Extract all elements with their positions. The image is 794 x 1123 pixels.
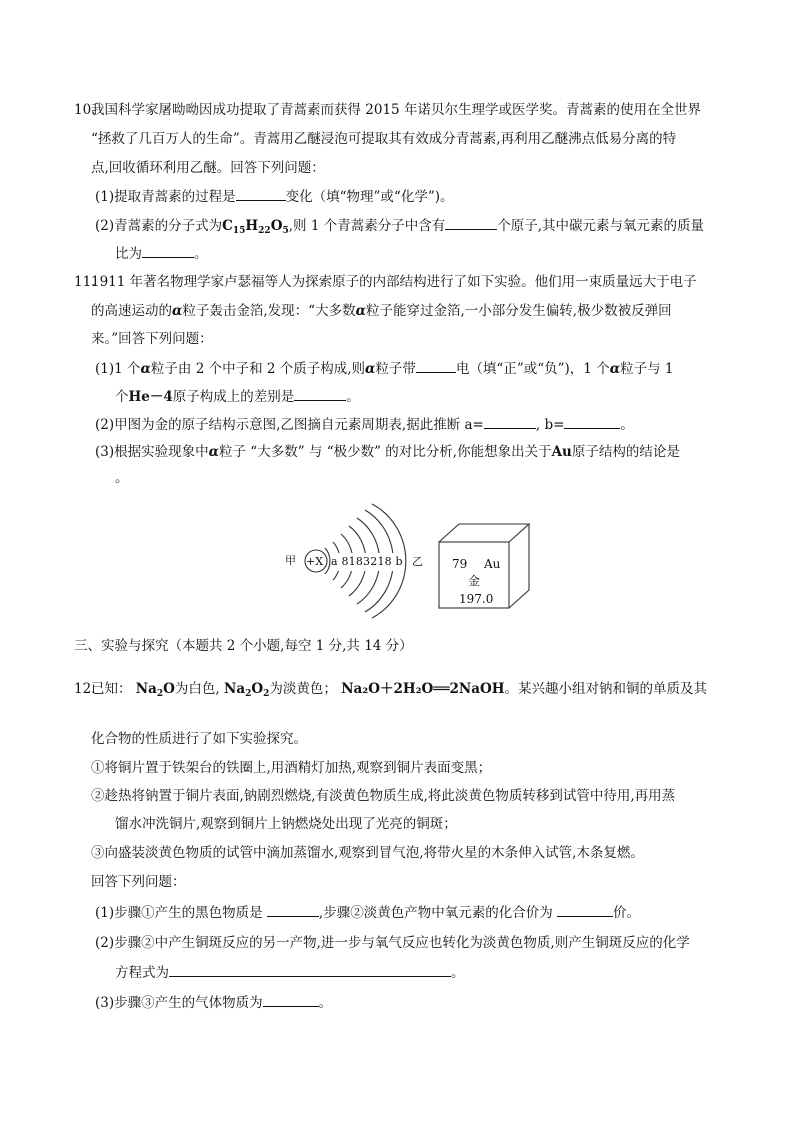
q11-part1: (1)1 个α粒子由 2 个中子和 2 个质子构成,则α粒子带 电（填“正”或“负”)，1 个α粒子与 1 — [95, 361, 674, 377]
q10-part2-mid: ,则 1 个青蒿素分子中含有 — [288, 218, 446, 234]
answer-blank-q10-1[interactable] — [236, 187, 286, 201]
reaction-equation: Na₂O＋2H₂O══2NaOH — [341, 681, 505, 697]
q12-part1: (1)步骤①产生的黑色物质是 ,步骤②淡黄色产物中氧元素的化合价为 价。 — [95, 905, 641, 921]
answer-blank-q12-1[interactable] — [267, 903, 319, 917]
periodic-table-cell — [438, 523, 534, 611]
q12-step2-line1: ②趁热将钠置于铜片表面,钠剧烈燃烧,有淡黄色物质生成,将此淡黄色物质转移到试管中待用,再用蒸 — [91, 788, 676, 804]
answer-blank-q10-2[interactable] — [445, 216, 497, 230]
element-name: 金 — [468, 574, 481, 588]
atom-structure-diagram — [280, 498, 420, 628]
q12-part3: (3)步骤③产生的气体物质为 。 — [95, 995, 333, 1011]
q12-text-line1: 已知： $Na_2O$为白色, $Na_2O_2$为淡黄色； Na₂O＋2H₂O══2NaOH。某兴趣小组对钠和铜的单质及其 — [91, 681, 708, 699]
q10-part2 — [95, 216, 704, 235]
answer-blank-q12-3[interactable] — [169, 963, 451, 977]
q11-part1-line2: 个He－4原子构成上的差别是 。 — [115, 389, 360, 405]
answer-blank-q11-1[interactable] — [416, 359, 456, 373]
q11-part3-line2: 。 — [115, 470, 129, 486]
element-symbol: Au — [484, 557, 501, 571]
nucleus-charge: +X — [306, 555, 324, 568]
q12-step2-line2: 馏水冲洗铜片,观察到铜片上钠燃烧处出现了光亮的铜斑； — [115, 816, 457, 832]
q10-part1-post: 变化（填“物理”或“化学”)。 — [285, 189, 454, 205]
section-heading: 三、实验与探究（本题共 2 个小题,每空 1 分,共 14 分） — [74, 638, 413, 654]
q10-text-line2: “拯救了几百万人的生命”。青蒿用乙醚浸泡可提取其有效成分青蒿素,再利用乙醚沸点低易分离的特 — [91, 131, 677, 147]
q11-part2: (2)甲图为金的原子结构示意图,乙图摘自元素周期表,据此推断 a= , b= 。 — [95, 417, 634, 433]
q12-step3: ③向盛装淡黄色物质的试管中滴加蒸馏水,观察到冒气泡,将带火星的木条伸入试管,木条复燃。 — [91, 845, 644, 861]
q11-text-line3: 来。”回答下列问题： — [91, 331, 213, 347]
electron-counts: a 8183218 b — [331, 553, 403, 571]
question-number-11: 11. — [74, 274, 96, 290]
q10-part2-line2: 比为 。 — [115, 246, 208, 262]
answer-blank-q12-4[interactable] — [263, 993, 319, 1007]
q12-part2-line2: 方程式为 。 — [115, 965, 465, 981]
formula-na2o: $Na_2O$ — [135, 681, 175, 699]
answer-blank-q10-3[interactable] — [142, 244, 194, 258]
q10-part1-pre: (1)提取青蒿素的过程是 — [95, 189, 236, 205]
q10-part2-post: 个原子,其中碳元素与氧元素的质量 — [497, 218, 704, 234]
helium-4: He－4 — [128, 389, 173, 405]
q10-part2-pre: (2)青蒿素的分子式为 — [95, 218, 223, 234]
q10-part1 — [95, 187, 454, 206]
label-jia: 甲 — [285, 554, 296, 567]
q11-text-line2: 的高速运动的α粒子轰击金箔,发现：“大多数α粒子能穿过金箔,一小部分发生偏转,极少数被反弹回 — [91, 303, 672, 319]
q12-ask: 回答下列问题： — [91, 874, 186, 890]
atomic-number: 79 — [452, 557, 468, 571]
answer-blank-b[interactable] — [564, 415, 620, 429]
answer-blank-q11-2[interactable] — [294, 387, 346, 401]
formula-artemisinin: $C_{15}H_{22}O_5$ — [222, 218, 289, 236]
label-yi: 乙 — [412, 555, 423, 568]
q12-step1: ①将铜片置于铁架台的铁圈上,用酒精灯加热,观察到铜片表面变黑； — [91, 760, 492, 776]
answer-blank-a[interactable] — [484, 415, 536, 429]
q10-text-line1: 我国科学家屠呦呦因成功提取了青蒿素而获得 2015 年诺贝尔生理学或医学奖。青蒿素的使用在全世界 — [91, 102, 701, 118]
q11-text-line1: 1911 年著名物理学家卢瑟福等人为探索原子的内部结构进行了如下实验。他们用一束质量远大于电子 — [91, 274, 697, 290]
formula-na2o2: $Na_2O_2$ — [224, 681, 270, 699]
q12-part2-line1: (2)步骤②中产生铜斑反应的另一产物,进一步与氧气反应也转化为淡黄色物质,则产生铜斑反应的化学 — [95, 935, 690, 951]
question-number-12: 12. — [74, 681, 96, 697]
q11-part3: (3)根据实验现象中α粒子 “大多数” 与 “极少数” 的对比分析,你能想象出关于Au原子结构的结论是 — [95, 444, 680, 460]
q10-text-line3: 点,回收循环利用乙醚。回答下列问题： — [91, 160, 325, 176]
answer-blank-q12-2[interactable] — [557, 903, 613, 917]
question-number-10: 10. — [74, 102, 96, 118]
atomic-mass: 197.0 — [459, 592, 494, 606]
q12-text-line2: 化合物的性质进行了如下实验探究。 — [91, 731, 307, 747]
